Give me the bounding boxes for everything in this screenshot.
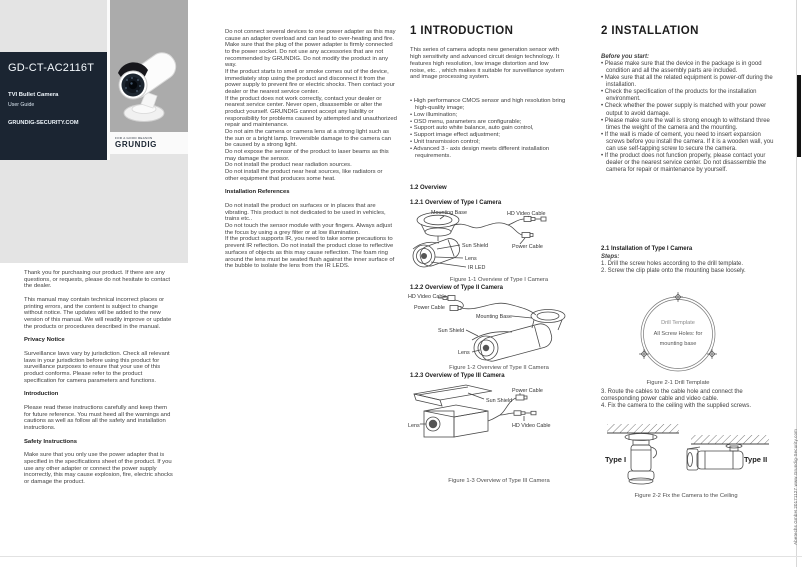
camera-photo	[110, 0, 188, 132]
fig13-label-hd-video-cable: HD Video Cable	[512, 423, 551, 429]
cover-title-panel	[0, 52, 107, 160]
figure-1-2-caption: Figure 1-2 Overview of Type II Camera	[449, 365, 549, 371]
figure-2-2-caption: Figure 2-2 Fix the Camera to the Ceiling	[634, 493, 738, 499]
fig12-label-hd-video-cable: HD Video Cable	[408, 294, 447, 300]
thanks-paragraph: Thank you for purchasing our product. If there are any questions, or requests, please do not hesitate to contact the dealer.	[24, 270, 171, 290]
product-name: TVI Bullet Camera	[8, 92, 59, 98]
grundig-logo	[107, 132, 188, 154]
column-introduction	[408, 0, 590, 567]
ceiling-mount-drawing	[607, 424, 769, 484]
checklist-item: • Check the specification of the products for the installation environment.	[601, 89, 757, 103]
install-type1-heading: 2.1 Installation of Type I Camera	[601, 246, 693, 252]
introduction-heading: Introduction	[24, 391, 59, 398]
safety-heading: Safety Instructions	[24, 438, 78, 445]
figure-2-1-caption: Figure 2-1 Drill Template	[646, 380, 710, 386]
figure-1-2	[408, 292, 590, 364]
figure-1-1-caption: Figure 1-1 Overview of Type I Camera	[449, 277, 549, 283]
steps-3-4	[601, 389, 781, 410]
feature-item: • High performance CMOS sensor and high resolution bring high-quality image;	[410, 98, 566, 111]
figure-2-2	[603, 421, 773, 501]
reference-paragraph: Do not install the product on surfaces or in places that are vibrating. This product is not dedicated to be used in vehicles, trains etc..	[225, 203, 386, 223]
disclaimer-paragraph: This manual may contain technical incorrect places or printing errors, and the content is subject to change without notice. The updates will be added to the new version of this manual. We will readily improve or update the products or procedures described in the manual.	[24, 297, 172, 330]
fig11-label-power-cable: Power Cable	[512, 244, 543, 250]
binding-mark	[797, 75, 801, 157]
checklist-item: • Make sure that all the related equipment is power-off during the installation.	[601, 75, 773, 89]
doc-type: User Guide	[8, 102, 35, 108]
introduction-body: Please read these instructions carefully and keep them for future reference. You must heed all the warnings and cautions as well as follow all the safety and installation instructions.	[24, 405, 171, 432]
warning-paragraph: Do not expose the sensor of the product to laser beams as this may damage the sensor.	[225, 149, 389, 162]
feature-item: • Unit transmission control;	[410, 139, 480, 146]
logo-tagline: FOR A GOOD REASON	[115, 136, 153, 140]
fig11-label-sun-shield: Sun Shield	[462, 243, 489, 249]
warning-paragraph: If the product does not work correctly, contact your dealer or nearest service center. Never open, disassemble or alter the product yourself. GRUNDIG cannot accept any liability or responsibility for problems caused by attempted and unauthorized repair and maintenance.	[225, 95, 397, 129]
feature-item: • OSD menu, parameters are configurable;	[410, 118, 522, 125]
fig12-label-mounting-base: Mounting Base	[476, 314, 512, 320]
figure-1-1	[408, 207, 590, 277]
figure-1-3-caption: Figure 1-3 Overview of Type III Camera	[448, 478, 550, 484]
installation-references-heading: Installation References	[225, 189, 290, 196]
page-bottom-edge	[0, 556, 802, 557]
fig11-label-ir-led: IR LED	[468, 265, 486, 271]
safety-body: Make sure that you only use the power adapter that is specified in the specifications sheet of the product. If you use any other adapter or connect the power supply incorrectly, this may cause explosion, fire, electric shocks or damage the product.	[24, 452, 173, 486]
steps-1-2	[601, 261, 781, 275]
print-edge-note: Abetechs GmbH 20171127 www.Grundig-Security.com	[793, 429, 798, 545]
column-notices	[24, 270, 174, 493]
feature-item: • Advanced 3 - axis design meets different installation requirements.	[410, 145, 550, 159]
fig13-label-lens: Lens	[408, 423, 420, 429]
logo-brand: GRUNDIG	[115, 140, 157, 149]
before-you-start-list	[601, 61, 781, 174]
fig11-label-lens: Lens	[465, 256, 477, 262]
fig11-label-hd-video-cable: HD Video Cable	[507, 211, 546, 217]
fig22-label-type1: Type I	[605, 455, 627, 464]
drill-template-line2: All Screw Holes: for	[653, 331, 703, 337]
before-you-start-heading: Before you start:	[601, 54, 650, 60]
column-warnings	[225, 29, 397, 270]
warning-paragraph: If the product starts to smell or smoke comes out of the device, immediately stop using the product and disconnect it from the power supply to prevent fire or electric shocks. Then contact your dealer or the nearest service center.	[225, 69, 395, 96]
reference-paragraph: Do not touch the sensor module with your fingers. Always adjust the focus by using a grey filter or at low illumination.	[225, 223, 392, 236]
fig12-label-sun-shield: Sun Shield	[438, 328, 465, 334]
type1-camera-drawing	[413, 213, 546, 269]
step-item: 3. Route the cables to the cable hole and connect the corresponding power cable and video cable.	[601, 389, 743, 403]
step-item: 2. Screw the clip plate onto the mounting base loosely.	[601, 268, 746, 275]
column-installation	[600, 0, 786, 567]
drill-template-line3: mounting base	[659, 341, 697, 347]
introduction-title: 1 INTRODUCTION	[410, 25, 514, 37]
privacy-body: Surveillance laws vary by jurisdiction. Check all relevant laws in your jurisdiction before using this product for surveillance purposes to ensure that your use of this product conforms. Please refer to the product specification for camera parameters and functions.	[24, 351, 170, 384]
feature-item: • Support auto white balance, auto gain control,	[410, 125, 534, 132]
figure-2-1	[628, 292, 728, 376]
step-item: 4. Fix the camera to the ceiling with the supplied screws.	[601, 403, 752, 410]
bullet-camera-image	[110, 0, 188, 132]
type1-heading: 1.2.1 Overview of Type I Camera	[410, 200, 502, 206]
reference-paragraph: If the product supports IR, you need to take some precautions to prevent IR reflection. Do not install the product close to reflective surfaces of objects as this may cause reflection. The foam ring around the lens must be seated flush against the inner surface of the bubble to isolate the lens from the IR LEDS.	[225, 236, 395, 270]
feature-list	[410, 98, 568, 160]
warning-paragraph: Do not install the product near radiation sources.	[225, 162, 352, 169]
fig12-label-power-cable: Power Cable	[414, 305, 445, 311]
introduction-lead: This series of camera adopts new generation sensor with high sensitivity and advanced circuit design technology. It features high resolution, low image distortion and low noise, etc. , which makes it suitable for surveillance system and image processing system.	[410, 47, 564, 81]
feature-item: • Low illumination;	[410, 111, 458, 118]
drill-template-line1: Drill Template	[661, 320, 695, 326]
warning-paragraph: Do not install the product near heat sources, like radiators or other equipment that produces some heat.	[225, 169, 383, 182]
figure-1-3	[408, 381, 590, 449]
model-number: GD-CT-AC2116T	[8, 62, 95, 74]
fig12-label-lens: Lens	[458, 350, 470, 356]
warning-paragraph: Do not connect several devices to one power adapter as this may cause an adapter overload and can lead to over-heating and fire. Make sure that the plug of the power adapter is firmly connected to the power socket. Do not use any accessories that are not recommended by GRUNDIG. Do not modify the product in any way.	[225, 29, 396, 69]
checklist-item: • Please make sure that the device in the package is in good condition and all the assembly parts are included.	[601, 61, 762, 75]
fig22-label-type2: Type II	[744, 455, 768, 464]
checklist-item: • Please make sure the wall is strong enough to withstand three times the weight of the camera and the mounting.	[601, 117, 770, 131]
camera-drawing	[118, 48, 181, 122]
cover-block	[0, 0, 188, 263]
installation-title: 2 INSTALLATION	[601, 25, 699, 37]
brand-website: GRUNDIG-SECURITY.COM	[8, 120, 79, 126]
warning-paragraph: Do not aim the camera or camera lens at a strong light such as the sun or a bright lamp. Irreversible damage to the camera can be caused by a strong light.	[225, 129, 392, 149]
type2-heading: 1.2.2 Overview of Type II Camera	[410, 285, 503, 291]
privacy-heading: Privacy Notice	[24, 337, 65, 344]
checklist-item: • If the product does not function properly, please contact your dealer or the nearest service center. Do not disassemble the camera for repair or maintenance by yourself.	[601, 153, 767, 174]
checklist-item: • Check whether the power supply is matched with your power output to avoid damage.	[601, 103, 767, 117]
fig13-label-power-cable: Power Cable	[512, 388, 543, 394]
checklist-item: • If the wall is made of cement, you need to insert expansion screws before you install the camera. If it is a wooden wall, you can use self-tapping screw to secure the camera.	[601, 131, 774, 152]
overview-heading: 1.2 Overview	[410, 185, 447, 191]
fig11-label-mounting-base: Mounting Base	[431, 210, 467, 216]
steps-label: Steps:	[601, 254, 620, 260]
type3-heading: 1.2.3 Overview of Type III Camera	[410, 373, 505, 379]
step-item: 1. Drill the screw holes according to the drill template.	[601, 261, 744, 267]
feature-item: • Support image effect adjustment;	[410, 132, 501, 139]
fig13-label-sun-shield: Sun Shield	[486, 398, 513, 404]
